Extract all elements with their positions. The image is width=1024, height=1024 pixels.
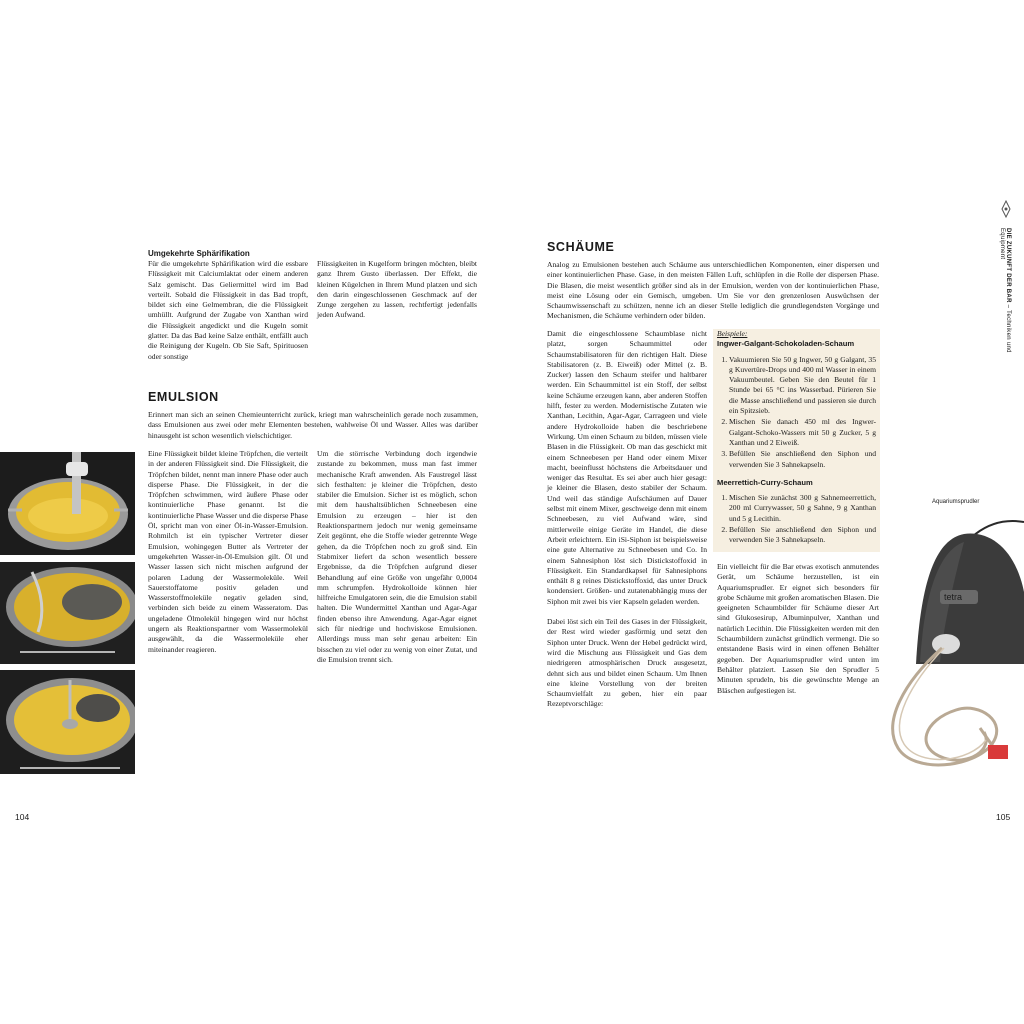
emulsion-col1	[148, 449, 308, 655]
aquarium-bubbler-photo	[884, 512, 1024, 782]
device-brand-label: tetra	[944, 592, 963, 602]
recipe-1-step: 2. Mischen Sie danach 450 ml des Ingwer-Galgant-Schoko-Wassers mit 50 g Zucker, 5 g Xanthan und 2 Eiweiß.	[729, 417, 876, 448]
recipe-box-content	[717, 329, 876, 546]
emulsion-heading: EMULSION	[148, 390, 219, 404]
recipe-1-step: 3. Befüllen Sie anschließend den Siphon und verwenden Sie 3 Sahnekapseln.	[729, 449, 876, 470]
foams-text-1: Damit die eingeschlossene Schaumblase nicht platzt, sorgen Schaummittel oder Schaumstabilisatoren für den richtigen Halt. Diese Stabilisatoren (z. B. Eiweiß) oder Mittel (z. B. Zucker) lassen den Schaum steifer und haltbarer werden. Ein Schaummittel ist ein Stoff, der selbst keine Schäume erzeugen kann, aber anderen Stoffen hilft, fester zu werden. Modernistische Zutaten wie Xanthan, Lecithin, Agar-Agar, Carrageen und viele andere Hydrokolloide haben die beschriebene Wirkung. Um einen Schaum zu bilden, müssen viele Blasen in die Flüssigkeit. Ob man das geschickt mit einem Schneebesen per Hand oder einem Mixer macht, beeinflusst höchstens die Arbeitsdauer und weniger das Resultat. Es sei aber auch hier gesagt: je kleiner die Blasen, desto stabiler der Schaum. Und weil das ständige Aufschäumen auf Dauer selbst mit einem Mixer, geschweige denn mit einem Schneebesen, zu viel Aufwand wäre, sind mittlerweile einige Geräte im Handel, die diese Arbeit erleichtern. Ein iSi-Siphon ist beispielsweise eine gute Alternative zu Schneebesen und Co. In einem Sahnesiphon löst sich Distickstoffoxid in Flüssigkeit. Ein Standardkapsel für Sahnesiphons enthält 8 g reines Distickstoffoxid, das unter Druck kondensiert. Größen- und zutatenabhängig muss der Siphon mit zwei bis vier Kapseln geladen werden.	[547, 329, 707, 606]
foams-col1	[547, 329, 707, 710]
emulsion-photo-2	[0, 562, 135, 664]
recipe-1-step: 1. Vakuumieren Sie 50 g Ingwer, 50 g Galgant, 35 g Kuvertüre-Drops und 400 ml Wasser in einem Vakuumbeutel. Geben Sie den Beutel für 1 Stunde bei 65 °C ins Wasserbad. Pürieren Sie die Masse anschließend und passieren sie durch ein Spitzsieb.	[729, 355, 876, 417]
pot-emulsion-illustration	[0, 670, 135, 774]
recipe-2-step: 1. Mischen Sie zunächst 300 g Sahnemeerrettich, 200 ml Currywasser, 50 g Sahne, 9 g Xanthan und 5 g Lecithin.	[729, 493, 876, 524]
reverse-spherification-text-1: Für die umgekehrte Sphärifikation wird die essbare Flüssigkeit mit Calciumlaktat oder einem anderen Salz gemischt. Das Geliermittel wird im Bad verteilt. Sobald die Flüssigkeit in das Bad tropft, bildet sich eine Gelmembran, die die Flüssigkeit umhüllt. Aufgrund der Zugabe von Xanthan wird die Flüssigkeit angedickt und die Kugeln somit glatter. Da das Bad keine Salze enthält, entfällt auch die Reinigung der Kugeln. Ob Sie Saft, Spirituosen oder sonstige	[148, 259, 308, 361]
recipe-1-steps	[717, 355, 876, 470]
emulsion-text-1: Eine Flüssigkeit bildet kleine Tröpfchen, die verteilt in der anderen Flüssigkeit sind. Die Flüssigkeit, die Tröpfchen bildet, nennt man innere Phase oder auch disperse Phase. Die Flüssigkeit, in der die Tröpfchen schwimmen, wird äußere Phase oder kontinuierliche Phase genannt. Ist die kontinuierliche Phase Wasser und die disperse Phase Öl, spricht man von einer Öl-in-Wasser-Emulsion. Rohmilch ist ein typischer Vertreter dieser Emulsion, wohingegen Butter als Vertreter der umgekehrten Wasser-in-Öl-Emulsion gilt. Öl und Wasser lassen sich nicht mischen aufgrund der polaren Ladung der Wassermoleküle. Weil Sauerstoffatome positiv geladen und Wasserstoffmoleküle negativ geladen sind, verbinden sich beide zu einem Wasseratom. Das ungeladene Ölmolekül hingegen wird nur höchst ungern als Reaktionspartner vom Wassermolekül ausgewählt, da die Wassermoleküle eher miteinander reagieren.	[148, 449, 308, 654]
photo-caption: Aquariumsprudler	[932, 499, 980, 505]
emulsion-photo-1	[0, 452, 135, 555]
chapter-spine	[999, 228, 1011, 358]
reverse-spherification-col2	[317, 259, 477, 321]
emulsion-col2	[317, 449, 477, 665]
chapter-title: DIE ZUKUNFT DER BAR	[1005, 228, 1011, 303]
recipe-2-title: Meerrettich-Curry-Schaum	[717, 477, 813, 487]
foams-text-2: Dabei löst sich ein Teil des Gases in der Flüssigkeit, der Rest wird wieder gasförmig und setzt den Siphon unter Druck. Wenn der Hebel gedrückt wird, wird die Mischung aus Flüssigkeit und Gas dem niedrigeren atmosphärischen Druck ausgesetzt, dehnt sich aus und bildet einen Schaum. Um Ihnen eine kleine Vorstellung von der breiten Schaumvielfalt zu geben, hier ein paar Rezeptvorschläge:	[547, 617, 707, 709]
reverse-spherification-col1	[148, 249, 308, 362]
emulsion-text-2: Um die störrische Verbindung doch irgendwie zustande zu bekommen, muss man fast immer mechanische Kraft anwenden. Als Faustregel lässt sich festhalten: je kleiner die Tröpfchen, desto stabiler die Emulsion. Sicher ist es möglich, schon mit dem haushaltsüblichen Schneebesen eine Emulsion zu erzeugen – hier ist den Reaktionspartnern jedoch nur wenig gemeinsame Zeit gegönnt, ehe die Stoffe wieder getrennte Wege gehen, da die Tröpfchen noch zu groß sind. Ein Stabmixer liefert da schon wesentlich bessere Ergebnisse, da die Tröpfchen aufgrund dieser Behandlung auf eine Größe von ungefähr 0,0004 mm schrumpfen. Hydrokolloide können hier hilfreiche Emulgatoren sein, die die Emulsion stabil halten. Die Wundermittel Xanthan und Agar-Agar finden ebenso ihre Anwendung. Agar-Agar eignet sich für niedrige und hochviskose Emulsionen. Allerdings muss man sehr genau arbeiten: Ein bisschen zu viel oder zu wenig von einer Zutat, und die Emulsion trennt sich.	[317, 449, 477, 664]
recipe-1-title: Ingwer-Galgant-Schokoladen-Schaum	[717, 339, 855, 349]
chapter-subtitle: – Techniken und Equipment	[999, 228, 1011, 353]
emulsion-intro: Erinnert man sich an seinen Chemieunterricht zurück, kriegt man wahrscheinlich gerade noch zusammen, dass Emulsionen aus zwei oder mehr Elementen bestehen, wahlweise Öl und Wasser. Alles was darüber hinausgeht ist schon wesentlich vielschichtiger.	[148, 410, 478, 440]
recipe-box	[713, 329, 880, 552]
foams-intro: Analog zu Emulsionen bestehen auch Schäume aus unterschiedlichen Komponenten, einer dispersen und einer kontinuierlichen Phase. Gase, in den meisten Fällen Luft, schlüpfen in die Rolle der dispersen Phase. Die Blasen, die meist wesentlich größer sind als in der Emulsion, werden von der kontinuierlichen Phase, meist eine Lösung oder ein Gemisch, umgeben. Um Sie vor den grenzenlosen Auswüchsen der Schaumwissenschaft zu schützen, nenne ich an dieser Stelle lediglich die grundlegendsten Vorgänge und Mechanismen, die Schäume verhindern oder bilden.	[547, 260, 879, 321]
recipes-label: Beispiele:	[717, 329, 748, 338]
recipe-2-step: 2. Befüllen Sie anschließend den Siphon und verwenden Sie 3 Sahnekapseln.	[729, 525, 876, 546]
pot-with-mixer-illustration	[0, 452, 135, 555]
reverse-spherification-text-2: Flüssigkeiten in Kugelform bringen möchten, bleibt ganz Ihrem Gusto überlassen. Der Effekt, die kleinen Kügelchen in Ihrem Mund platzen und sich den darin eingeschlossenen Geschmack auf der Zunge zergehen zu lassen, rechtfertigt jedenfalls jeden Aufwand.	[317, 259, 477, 320]
emulsion-photo-3	[0, 670, 135, 774]
spine-ornament-icon	[999, 200, 1013, 220]
foams-col2	[717, 562, 879, 696]
foams-text-3: Ein vielleicht für die Bar etwas exotisch anmutendes Gerät, um Schäume herzustellen, ist ein Aquariumsprudler. Er eignet sich besonders für grobe Schäume mit großen aromatischen Blasen. Die geeigneten Schaumbilder für Schäume dieser Art sind Glukosesirup, Albuminpulver, Xanthan und natürlich Lecithin. Die Flüssigkeiten werden mit den Schaumbildern zunächst gründlich vermengt. Die so entstandene Basis wird in einen offenen Behälter gegeben. Der Aquariumsprudler wird unten im Behälter platziert. Lassen Sie den Sprudler 5 Minuten sprudeln, bis die gewünschte Menge an Bläschen aufgestiegen ist.	[717, 562, 879, 695]
aquarium-bubbler-illustration	[884, 512, 1024, 782]
page-number-right: 105	[996, 812, 1011, 822]
reverse-spherification-heading: Umgekehrte Sphärifikation	[148, 249, 250, 258]
foams-heading: SCHÄUME	[547, 240, 615, 254]
recipe-2-steps	[717, 493, 876, 545]
foams-header	[547, 240, 879, 322]
emulsion-header	[148, 390, 478, 441]
page-number-left: 104	[15, 812, 30, 822]
pot-top-view-illustration	[0, 562, 135, 664]
